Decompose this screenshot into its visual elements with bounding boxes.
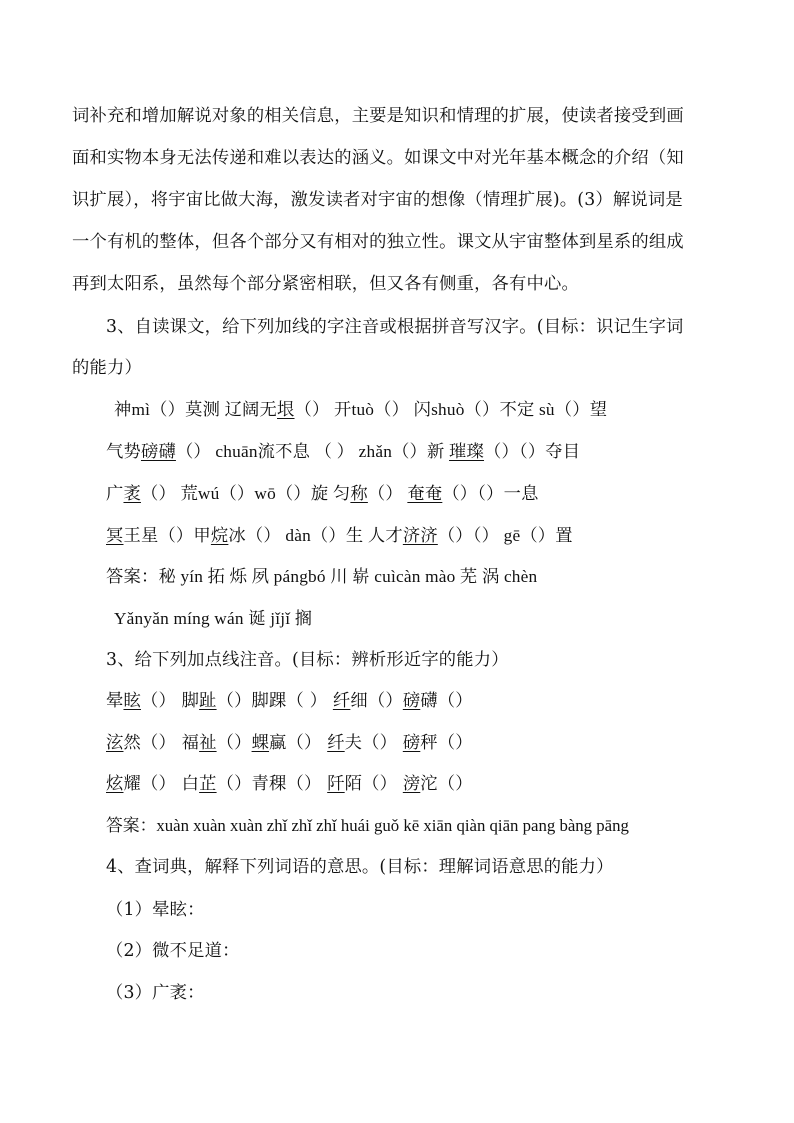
q3b-row-1: 晕眩（） 脚趾（）脚踝（ ） 纤细（）磅礴（） (106, 691, 473, 711)
q3b-row-3: 炫耀（） 白芷（）青稞（） 阡陌（） 滂沱（） (106, 774, 473, 794)
paragraph-line-1: 词补充和增加解说对象的相关信息，主要是知识和情理的扩展，使读者接受到画 (72, 106, 684, 126)
q4-item-3: （3）广袤： (106, 983, 205, 1003)
question-4-title: 4、查词典，解释下列词语的意思。(目标：理解词语意思的能力） (106, 857, 614, 877)
question-3a-title-cont: 的能力） (72, 358, 142, 378)
q3b-row-2: 泫然（） 福祉（）蜾蠃（） 纤夫（） 磅秤（） (106, 733, 473, 753)
q3a-row-3: 广袤（） 荒wú（）wō（）旋 匀称（） 奄奄（）（）一息 (106, 484, 539, 503)
paragraph-line-3: 识扩展），将宇宙比做大海，激发读者对宇宙的想像（情理扩展)。(3）解说词是 (72, 190, 683, 210)
question-3b-title: 3、给下列加点线注音。(目标：辨析形近字的能力） (106, 650, 509, 670)
question-3a-title: 3、自读课文，给下列加线的字注音或根据拼音写汉字。(目标：识记生字词 (106, 317, 684, 337)
paragraph-line-4: 一个有机的整体，但各个部分又有相对的独立性。课文从宇宙整体到星系的组成 (72, 232, 684, 252)
q3a-row-4: 冥王星（）甲烷冰（） dàn（）生 人才济济（）（） gē（）置 (106, 526, 573, 545)
paragraph-line-5: 再到太阳系，虽然每个部分紧密相联，但又各有侧重，各有中心。 (72, 274, 579, 294)
q4-item-2: （2）微不足道： (106, 941, 240, 961)
q3a-row-1: 神mì（）莫测 辽阔无垠（） 开tuò（） 闪shuò（）不定 sù（）望 (114, 400, 608, 419)
q3a-answer-line-1: 答案：秘 yín 拓 烁 夙 pángbó 川 崭 cuìcàn mào 芜 涡 chèn (106, 567, 538, 586)
q3b-answer: 答案：xuàn xuàn xuàn zhǐ zhǐ zhǐ huái guǒ kē xiān qiàn qiān pang bàng pāng (106, 816, 629, 835)
paragraph-line-2: 面和实物本身无法传递和难以表达的涵义。如课文中对光年基本概念的介绍（知 (72, 148, 684, 168)
q3a-row-2: 气势磅礴（） chuān流不息 （ ） zhǎn（）新 璀璨（）（）夺目 (106, 442, 581, 461)
q3a-answer-line-2: Yǎnyǎn míng wán 诞 jǐjǐ 搁 (114, 609, 313, 628)
q4-item-1: （1）晕眩： (106, 900, 205, 920)
